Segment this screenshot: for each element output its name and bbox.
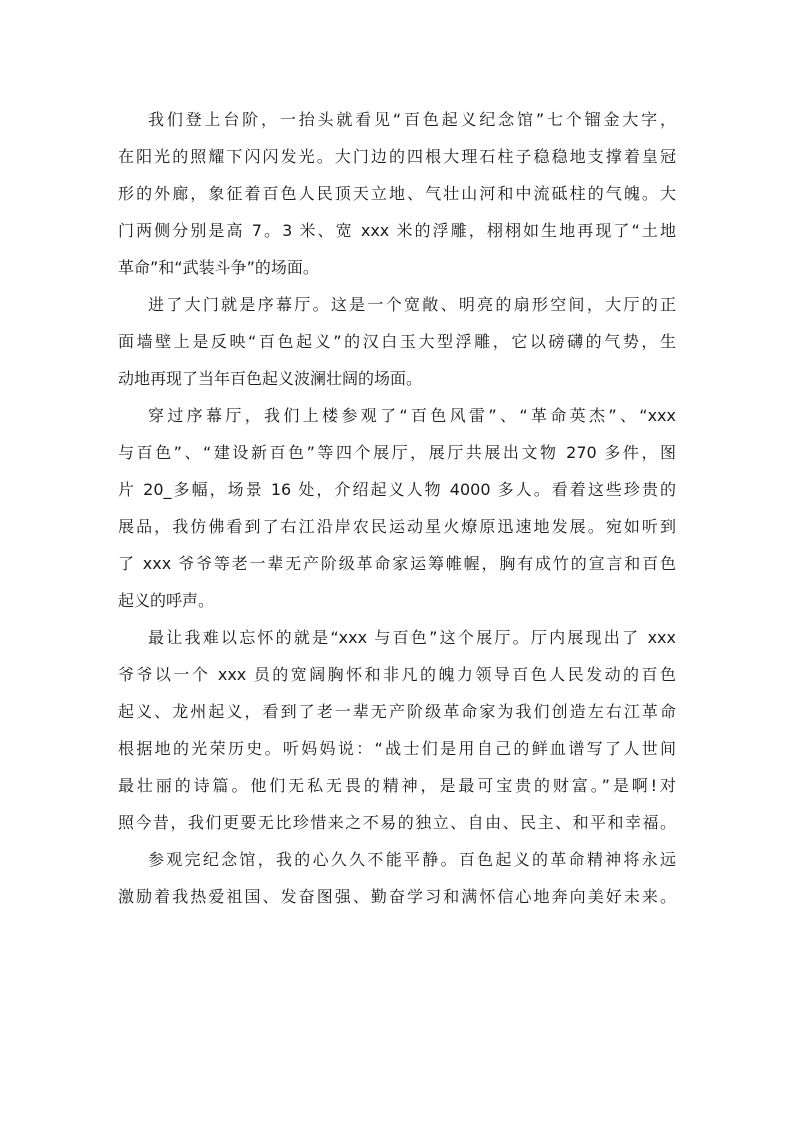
text-line: 进了大门就是序幕厅。这是一个宽敞、明亮的扇形空间，大厅的正: [148, 295, 676, 314]
paragraph: [118, 101, 676, 286]
document-body: [118, 101, 676, 915]
paragraph: [118, 841, 676, 915]
paragraph: [118, 397, 676, 619]
text-line: 在阳光的照耀下闪闪发光。大门边的四根大理石柱子稳稳地支撑着皇冠: [118, 147, 676, 166]
text-line: 起义、龙州起义，看到了老一辈无产阶级革命家为我们创造左右江革命: [118, 702, 676, 721]
text-line: 展品，我仿佛看到了右江沿岸农民运动星火燎原迅速地发展。宛如听到: [118, 517, 676, 536]
text-line: 动地再现了当年百色起义波澜壮阔的场面。: [118, 369, 423, 388]
text-line: 形的外廊，象征着百色人民顶天立地、气壮山河和中流砥柱的气魄。大: [118, 184, 676, 203]
text-line: 我们登上台阶，一抬头就看见“百色起义纪念馆”七个镏金大字，: [148, 110, 676, 129]
text-line: 与百色”、“建设新百色”等四个展厅，展厅共展出文物 270 多件，图: [118, 443, 676, 462]
text-line: 起义的呼声。: [118, 591, 215, 610]
text-line: 根据地的光荣历史。听妈妈说：“战士们是用自己的鲜血谱写了人世间: [118, 739, 676, 758]
text-line: 了 xxx 爷爷等老一辈无产阶级革命家运筹帷幄，胸有成竹的宣言和百色: [118, 554, 676, 573]
text-line: 革命”和“武装斗争”的场面。: [118, 258, 319, 277]
text-line: 照今昔，我们更要无比珍惜来之不易的独立、自由、民主、和平和幸福。: [118, 813, 676, 832]
text-line: 激励着我热爱祖国、发奋图强、勤奋学习和满怀信心地奔向美好未来。: [118, 887, 676, 906]
text-line: 爷爷以一个 xxx 员的宽阔胸怀和非凡的魄力领导百色人民发动的百色: [118, 665, 676, 684]
text-line: 门两侧分别是高 7。3 米、宽 xxx 米的浮雕，栩栩如生地再现了“土地: [118, 221, 676, 240]
text-line: 参观完纪念馆，我的心久久不能平静。百色起义的革命精神将永远: [148, 850, 676, 869]
paragraph: [118, 286, 676, 397]
text-line: 最让我难以忘怀的就是“xxx 与百色”这个展厅。厅内展现出了 xxx: [148, 628, 676, 647]
text-line: 片 20_多幅，场景 16 处，介绍起义人物 4000 多人。看着这些珍贵的: [118, 480, 676, 499]
text-line: 面墙壁上是反映“百色起义”的汉白玉大型浮雕，它以磅礴的气势，生: [118, 332, 676, 351]
text-line: 最壮丽的诗篇。他们无私无畏的精神，是最可宝贵的财富。”是啊!对: [118, 776, 676, 795]
text-line: 穿过序幕厅，我们上楼参观了“百色风雷”、“革命英杰”、“xxx: [148, 406, 676, 425]
paragraph: [118, 619, 676, 841]
